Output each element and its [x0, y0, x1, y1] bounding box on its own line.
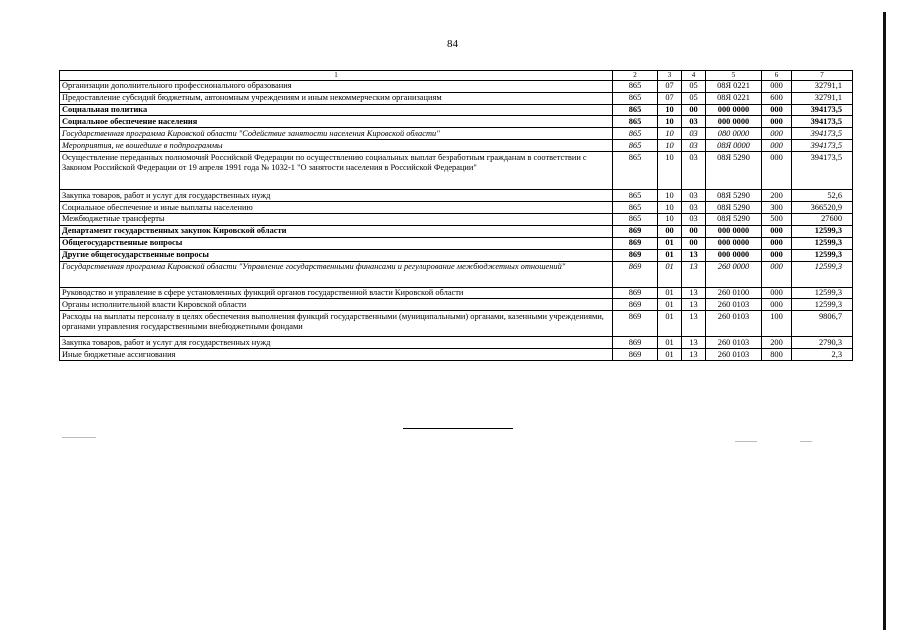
- table-row: [60, 237, 853, 249]
- row-name-cell: Государственная программа Кировской области "Содействие занятости населения Кировской области": [60, 128, 613, 140]
- table-row: [60, 140, 853, 152]
- subsection-cell: 03: [682, 213, 706, 225]
- scan-noise: [800, 441, 812, 442]
- subsection-cell: 13: [682, 349, 706, 361]
- scan-noise: [62, 437, 96, 438]
- expense-type-cell: 000: [762, 140, 792, 152]
- section-cell: 10: [658, 152, 682, 190]
- row-name-cell: Закупка товаров, работ и услуг для государственных нужд: [60, 337, 613, 349]
- row-name-cell: Предоставление субсидий бюджетным, автономным учреждениям и иным некоммерческим организациям: [60, 92, 613, 104]
- target-item-cell: 08Я 0221: [706, 80, 762, 92]
- row-name-cell: Закупка товаров, работ и услуг для государственных нужд: [60, 190, 613, 202]
- section-cell: 01: [658, 311, 682, 337]
- target-item-cell: 08Я 0221: [706, 92, 762, 104]
- table-row: [60, 202, 853, 214]
- expense-type-cell: 000: [762, 287, 792, 299]
- amount-cell: 9806,7: [792, 311, 853, 337]
- section-cell: 10: [658, 116, 682, 128]
- target-item-cell: 080 0000: [706, 128, 762, 140]
- amount-cell: 394173,5: [792, 140, 853, 152]
- target-item-cell: 260 0103: [706, 337, 762, 349]
- subsection-cell: 13: [682, 311, 706, 337]
- subsection-cell: 05: [682, 80, 706, 92]
- table-row: [60, 287, 853, 299]
- page-edge-line: [883, 12, 886, 630]
- amount-cell: 366520,9: [792, 202, 853, 214]
- section-cell: 10: [658, 128, 682, 140]
- amount-cell: 52,6: [792, 190, 853, 202]
- target-item-cell: 260 0000: [706, 261, 762, 287]
- subsection-cell: 03: [682, 152, 706, 190]
- subsection-cell: 03: [682, 116, 706, 128]
- expense-type-cell: 000: [762, 225, 792, 237]
- expense-type-cell: 000: [762, 128, 792, 140]
- amount-cell: 32791,1: [792, 80, 853, 92]
- header-cell: 4: [682, 71, 706, 81]
- expense-type-cell: 600: [762, 92, 792, 104]
- header-cell: 6: [762, 71, 792, 81]
- section-cell: 10: [658, 190, 682, 202]
- expense-type-cell: 000: [762, 249, 792, 261]
- row-name-cell: Мероприятия, не вошедшие в подпрограммы: [60, 140, 613, 152]
- table-row: [60, 80, 853, 92]
- section-cell: 01: [658, 349, 682, 361]
- target-item-cell: 260 0103: [706, 349, 762, 361]
- target-item-cell: 260 0103: [706, 311, 762, 337]
- section-cell: 07: [658, 80, 682, 92]
- subsection-cell: 13: [682, 287, 706, 299]
- expense-type-cell: 500: [762, 213, 792, 225]
- subsection-cell: 00: [682, 225, 706, 237]
- section-cell: 10: [658, 140, 682, 152]
- table-row: [60, 116, 853, 128]
- expense-type-cell: 000: [762, 152, 792, 190]
- expense-type-cell: 200: [762, 190, 792, 202]
- amount-cell: 12599,3: [792, 249, 853, 261]
- target-item-cell: 08Я 5290: [706, 152, 762, 190]
- table-row: [60, 190, 853, 202]
- amount-cell: 394173,5: [792, 104, 853, 116]
- code-cell: 869: [613, 249, 658, 261]
- code-cell: 865: [613, 140, 658, 152]
- section-cell: 07: [658, 92, 682, 104]
- code-cell: 869: [613, 237, 658, 249]
- amount-cell: 32791,1: [792, 92, 853, 104]
- row-name-cell: Руководство и управление в сфере установленных функций органов государственной власти Кировской области: [60, 287, 613, 299]
- code-cell: 869: [613, 299, 658, 311]
- code-cell: 869: [613, 287, 658, 299]
- amount-cell: 394173,5: [792, 116, 853, 128]
- page-number: 84: [447, 38, 458, 50]
- row-name-cell: Осуществление переданных полномочий Российской Федерации по осуществлению социальных выплат безработным гражданам в соответствии с Законом Российской Федерации от 19 апреля 1991 года № 1032-1 "О занятости населения в Российской Федерации": [60, 152, 613, 190]
- expense-type-cell: 000: [762, 261, 792, 287]
- row-name-cell: Социальное обеспечение и иные выплаты населению: [60, 202, 613, 214]
- code-cell: 869: [613, 225, 658, 237]
- expense-type-cell: 000: [762, 237, 792, 249]
- expense-type-cell: 000: [762, 80, 792, 92]
- budget-table-body: [60, 71, 853, 361]
- code-cell: 869: [613, 337, 658, 349]
- subsection-cell: 13: [682, 261, 706, 287]
- expense-type-cell: 100: [762, 311, 792, 337]
- subsection-cell: 13: [682, 299, 706, 311]
- section-cell: 00: [658, 225, 682, 237]
- amount-cell: 394173,5: [792, 152, 853, 190]
- expense-type-cell: 000: [762, 116, 792, 128]
- budget-table: [59, 70, 853, 361]
- subsection-cell: 03: [682, 190, 706, 202]
- row-name-cell: Социальное обеспечение населения: [60, 116, 613, 128]
- target-item-cell: 08Я 0000: [706, 140, 762, 152]
- target-item-cell: 08Я 5290: [706, 213, 762, 225]
- target-item-cell: 08Я 5290: [706, 190, 762, 202]
- code-cell: 865: [613, 190, 658, 202]
- table-row: [60, 261, 853, 287]
- table-row: [60, 311, 853, 337]
- row-name-cell: Организации дополнительного профессионального образования: [60, 80, 613, 92]
- code-cell: 869: [613, 349, 658, 361]
- amount-cell: 394173,5: [792, 128, 853, 140]
- section-cell: 10: [658, 202, 682, 214]
- expense-type-cell: 200: [762, 337, 792, 349]
- section-cell: 01: [658, 287, 682, 299]
- code-cell: 865: [613, 128, 658, 140]
- table-row: [60, 213, 853, 225]
- table-row: [60, 299, 853, 311]
- header-cell: 5: [706, 71, 762, 81]
- row-name-cell: Общегосударственные вопросы: [60, 237, 613, 249]
- target-item-cell: 000 0000: [706, 104, 762, 116]
- section-cell: 01: [658, 299, 682, 311]
- table-row: [60, 128, 853, 140]
- row-name-cell: Департамент государственных закупок Кировской области: [60, 225, 613, 237]
- table-row: [60, 152, 853, 190]
- code-cell: 865: [613, 152, 658, 190]
- section-cell: 01: [658, 337, 682, 349]
- header-cell: 1: [60, 71, 613, 81]
- amount-cell: 12599,3: [792, 287, 853, 299]
- expense-type-cell: 300: [762, 202, 792, 214]
- expense-type-cell: 000: [762, 104, 792, 116]
- amount-cell: 12599,3: [792, 299, 853, 311]
- amount-cell: 12599,3: [792, 237, 853, 249]
- subsection-cell: 13: [682, 337, 706, 349]
- code-cell: 869: [613, 311, 658, 337]
- expense-type-cell: 000: [762, 299, 792, 311]
- target-item-cell: 000 0000: [706, 116, 762, 128]
- amount-cell: 12599,3: [792, 261, 853, 287]
- row-name-cell: Иные бюджетные ассигнования: [60, 349, 613, 361]
- subsection-cell: 05: [682, 92, 706, 104]
- code-cell: 865: [613, 202, 658, 214]
- row-name-cell: Социальная политика: [60, 104, 613, 116]
- row-name-cell: Государственная программа Кировской области "Управление государственными финансами и регулирование межбюджетных отношений": [60, 261, 613, 287]
- code-cell: 865: [613, 80, 658, 92]
- target-item-cell: 000 0000: [706, 237, 762, 249]
- expense-type-cell: 800: [762, 349, 792, 361]
- subsection-cell: 03: [682, 202, 706, 214]
- code-cell: 865: [613, 104, 658, 116]
- target-item-cell: 260 0103: [706, 299, 762, 311]
- header-row: [60, 71, 853, 81]
- subsection-cell: 13: [682, 249, 706, 261]
- amount-cell: 27600: [792, 213, 853, 225]
- table-row: [60, 92, 853, 104]
- code-cell: 865: [613, 92, 658, 104]
- target-item-cell: 000 0000: [706, 249, 762, 261]
- section-cell: 01: [658, 237, 682, 249]
- section-cell: 10: [658, 213, 682, 225]
- amount-cell: 2790,3: [792, 337, 853, 349]
- code-cell: 865: [613, 116, 658, 128]
- header-cell: 7: [792, 71, 853, 81]
- table-row: [60, 337, 853, 349]
- table-row: [60, 249, 853, 261]
- header-cell: 3: [658, 71, 682, 81]
- subsection-cell: 00: [682, 104, 706, 116]
- footnote-rule: [403, 428, 513, 429]
- section-cell: 10: [658, 104, 682, 116]
- target-item-cell: 000 0000: [706, 225, 762, 237]
- section-cell: 01: [658, 261, 682, 287]
- table-row: [60, 349, 853, 361]
- target-item-cell: 08Я 5290: [706, 202, 762, 214]
- code-cell: 865: [613, 213, 658, 225]
- row-name-cell: Расходы на выплаты персоналу в целях обеспечения выполнения функций государственными (муниципальными) органами, казенными учреждениями, органами управления государственными внебюджетными фондами: [60, 311, 613, 337]
- header-cell: 2: [613, 71, 658, 81]
- table-row: [60, 104, 853, 116]
- amount-cell: 12599,3: [792, 225, 853, 237]
- amount-cell: 2,3: [792, 349, 853, 361]
- row-name-cell: Органы исполнительной власти Кировской области: [60, 299, 613, 311]
- row-name-cell: Другие общегосударственные вопросы: [60, 249, 613, 261]
- subsection-cell: 03: [682, 128, 706, 140]
- row-name-cell: Межбюджетные трансферты: [60, 213, 613, 225]
- code-cell: 869: [613, 261, 658, 287]
- subsection-cell: 00: [682, 237, 706, 249]
- scan-noise: [735, 441, 757, 442]
- table-row: [60, 225, 853, 237]
- subsection-cell: 03: [682, 140, 706, 152]
- section-cell: 01: [658, 249, 682, 261]
- target-item-cell: 260 0100: [706, 287, 762, 299]
